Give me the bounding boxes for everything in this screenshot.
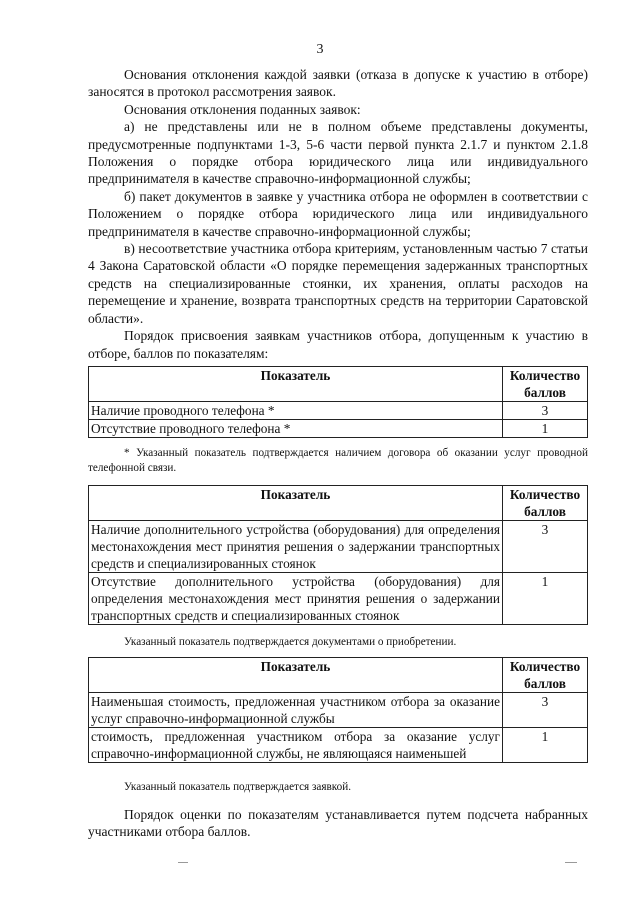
indicator-cell: Наличие проводного телефона * [89,402,503,420]
table-row [89,728,588,763]
column-header-score: Количество баллов [503,367,588,402]
note-price: Указанный показатель подтверждается заявкой. [124,781,352,793]
column-header-indicator: Показатель [89,367,503,402]
table-row [89,420,588,438]
criteria-table-price [88,657,588,763]
score-cell: 3 [503,402,588,420]
page-number: 3 [316,42,324,57]
table-header-row [89,486,588,521]
indicator-cell: Отсутствие дополнительного устройства (оборудования) для определения местонахождения мест принятия решения о задержании транспортных средств и специализированных стоянок [89,573,503,625]
score-cell: 3 [503,521,588,573]
table-row [89,521,588,573]
indicator-cell: Отсутствие проводного телефона * [89,420,503,438]
score-cell: 1 [503,573,588,625]
paragraph-ground-c: в) несоответствие участника отбора критериям, установленным частью 7 статьи 4 Закона Саратовской области «О порядке перемещения задержанных транспортных средств на специализированные стоянки, их хранения, оплаты расходов на перемещение и хранение, возврата транспортных средств на территории Саратовской области». [88,241,588,326]
table-header-row [89,658,588,693]
indicator-cell: Наименьшая стоимость, предложенная участником отбора за оказание услуг справочно-информационной службы [89,693,503,728]
criteria-table-location-device [88,485,588,625]
table-row [89,402,588,420]
score-cell: 1 [503,728,588,763]
rejection-rules-section [88,66,588,362]
column-header-score: Количество баллов [503,658,588,693]
column-header-indicator: Показатель [89,658,503,693]
paragraph-rejection-recording: Основания отклонения каждой заявки (отказа в допуске к участию в отборе) заносятся в протокол рассмотрения заявок. [88,67,588,100]
column-header-score: Количество баллов [503,486,588,521]
note-phone: * Указанный показатель подтверждается наличием договора об оказании услуг проводной телефонной связи. [88,447,588,474]
paragraph-rejection-grounds-heading: Основания отклонения поданных заявок: [124,101,361,117]
scan-artifact [565,862,577,863]
table-row [89,693,588,728]
paragraph-ground-a: а) не представлены или не в полном объеме представлены документы, предусмотренные подпунктами 1-3, 5-6 части первой пункта 2.1.7 и пунктом 2.1.8 Положения о порядке отбора юридического лица или индивидуального предпринимателя в качестве справочно-информационной службы; [88,119,588,187]
final-section [88,806,588,841]
paragraph-ground-b: б) пакет документов в заявке у участника отбора не оформлен в соответствии с Положением о порядке отбора юридического лица или индивидуального предпринимателя в качестве справочно-информационной службы; [88,188,588,239]
score-cell: 3 [503,693,588,728]
column-header-indicator: Показатель [89,486,503,521]
indicator-cell: Наличие дополнительного устройства (оборудования) для определения местонахождения мест принятия решения о задержании транспортных средств и специализированных стоянок [89,521,503,573]
scan-artifact [178,862,188,863]
score-cell: 1 [503,420,588,438]
indicator-cell: стоимость, предложенная участником отбора за оказание услуг справочно-информационной службы, не являющаяся наименьшей [89,728,503,763]
note-location-device: Указанный показатель подтверждается документами о приобретении. [124,636,457,648]
criteria-table-phone [88,366,588,438]
paragraph-final: Порядок оценки по показателям устанавливается путем подсчета набранных участниками отбора баллов. [88,807,588,840]
paragraph-scoring-order: Порядок присвоения заявкам участников отбора, допущенным к участию в отборе, баллов по показателям: [88,328,588,361]
table-header-row [89,367,588,402]
table-row [89,573,588,625]
